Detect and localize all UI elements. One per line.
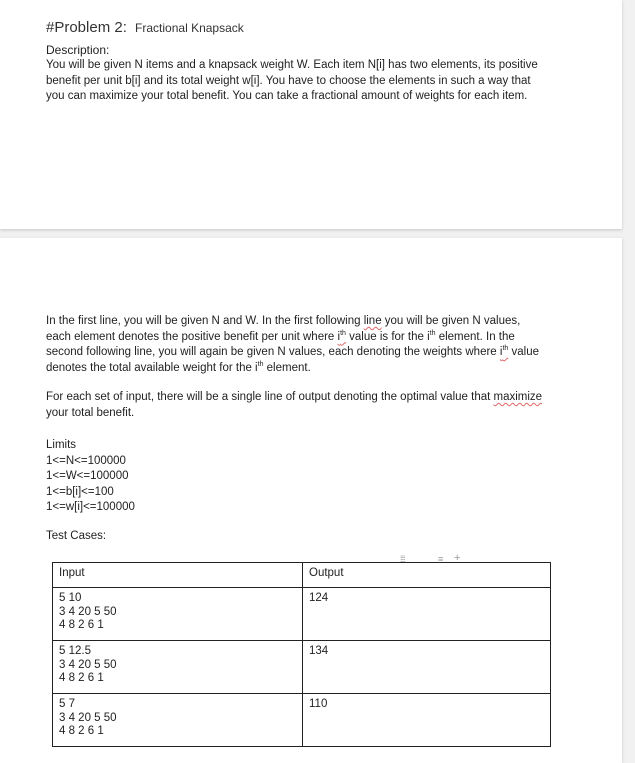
- input-line: 3 4 20 5 50: [59, 605, 117, 618]
- input-spec-text: element.: [263, 361, 311, 374]
- ith-i: i: [499, 346, 503, 358]
- input-spec-text: value is for the i: [345, 330, 430, 343]
- ith-sup: th: [502, 345, 509, 353]
- limit-item: 1<=w[i]<=100000: [46, 501, 135, 513]
- input-spec-text: In the first line, you will be given N and W. In the first following: [46, 315, 364, 327]
- description-text: You will be given N items and a knapsack weight W. Each item N[i] has two elements, its positive benefit per unit b[i] and its total weight w[i]. You have to choose the elements in such a way that you can maximize your total benefit. You can take a fractional amount of weights for each item.: [46, 59, 538, 102]
- input-specification: [46, 314, 546, 376]
- test-cases-table: [52, 562, 551, 747]
- input-line: 4 8 2 6 1: [59, 619, 104, 631]
- input-spec-text: element. In the second following line, you will again be given N values, each denoting the weights where: [46, 330, 515, 358]
- spellcheck-word-line[interactable]: line: [363, 315, 382, 327]
- limits-section: [46, 438, 135, 516]
- table-header-row: [53, 563, 551, 588]
- plus-icon[interactable]: +: [454, 552, 461, 564]
- input-line: 4 8 2 6 1: [59, 672, 104, 684]
- limits-label: Limits: [46, 439, 77, 451]
- document-page-1: [0, 0, 622, 229]
- problem-title: [46, 19, 244, 36]
- table-row: [53, 694, 551, 747]
- table-row: [53, 641, 551, 694]
- input-column-header[interactable]: Input: [53, 563, 303, 588]
- output-spec-text: your total benefit.: [46, 406, 135, 419]
- table-row: [53, 588, 551, 641]
- ith-sup: th: [429, 329, 436, 337]
- description-label: Description:: [46, 43, 110, 57]
- input-spec-text: value denotes the total available weight for the i: [46, 346, 539, 374]
- limit-item: 1<=W<=100000: [46, 470, 129, 482]
- output-cell[interactable]: 134: [303, 641, 551, 694]
- output-cell[interactable]: 110: [303, 694, 551, 747]
- input-line: 4 8 2 6 1: [59, 725, 104, 737]
- spellcheck-word-ith[interactable]: [338, 331, 346, 343]
- input-line: 5 7: [59, 698, 75, 710]
- limit-item: 1<=b[i]<=100: [46, 485, 114, 498]
- ith-sup: th: [340, 329, 346, 337]
- input-line: 5 12.5: [59, 645, 91, 657]
- ith-sup: th: [257, 360, 264, 368]
- input-line: 3 4 20 5 50: [59, 658, 117, 671]
- input-cell[interactable]: [53, 588, 303, 641]
- output-column-header[interactable]: Output: [303, 563, 551, 588]
- input-line: 5 10: [59, 592, 82, 604]
- spellcheck-word-maximize[interactable]: maximize: [493, 391, 543, 403]
- output-spec-text: For each set of input, there will be a single line of output denoting the optimal value that: [46, 391, 494, 403]
- limit-item: 1<=N<=100000: [46, 454, 126, 467]
- sort-icon[interactable]: ≡: [438, 554, 444, 564]
- input-cell[interactable]: [53, 641, 303, 694]
- ith-i: i: [337, 330, 341, 343]
- document-page-2: [0, 238, 622, 763]
- problem-heading: #Problem 2:: [46, 19, 127, 36]
- input-spec-text: you will be given N values, each element denotes the positive benefit per unit where: [46, 315, 521, 343]
- input-cell[interactable]: [53, 694, 303, 747]
- output-specification: [46, 390, 546, 421]
- grip-icon[interactable]: ⁞⁞⁞: [400, 554, 405, 564]
- test-cases-label: Test Cases:: [46, 530, 107, 542]
- input-line: 3 4 20 5 50: [59, 711, 117, 724]
- problem-name: Fractional Knapsack: [135, 21, 244, 35]
- output-cell[interactable]: 124: [303, 588, 551, 641]
